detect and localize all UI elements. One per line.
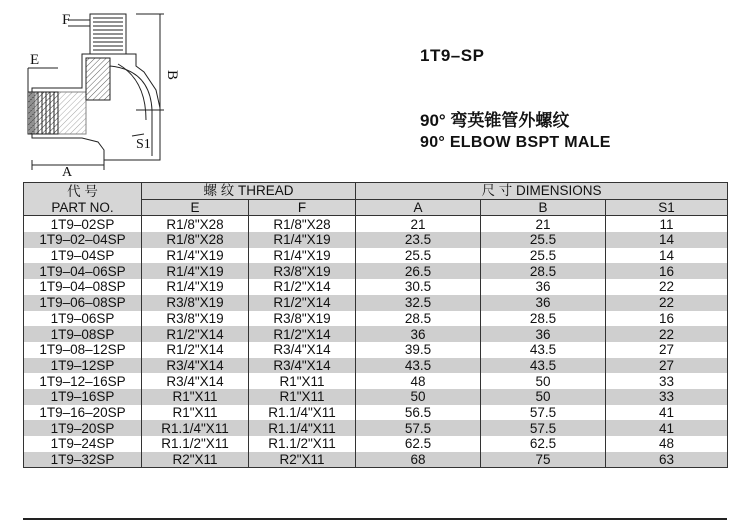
- cell-thread-e: R1"X11: [142, 389, 249, 405]
- cell-part-no: 1T9–02–04SP: [24, 232, 142, 248]
- cell-thread-e: R1/8"X28: [142, 216, 249, 232]
- cell-thread-e: R1.1/4"X11: [142, 420, 249, 436]
- label-a: A: [62, 165, 73, 176]
- table-row: [24, 358, 728, 374]
- table-row: [24, 279, 728, 295]
- cell-dim-a: 21: [356, 216, 481, 232]
- cell-thread-e: R1/4"X19: [142, 279, 249, 295]
- cell-dim-a: 32.5: [356, 295, 481, 311]
- cell-dim-a: 43.5: [356, 358, 481, 374]
- cell-thread-f: R1/2"X14: [249, 279, 356, 295]
- cell-dim-s1: 63: [606, 452, 728, 468]
- cell-part-no: 1T9–32SP: [24, 452, 142, 468]
- description-en: 90° ELBOW BSPT MALE: [420, 134, 611, 151]
- cell-dim-s1: 33: [606, 389, 728, 405]
- cell-thread-e: R1"X11: [142, 405, 249, 421]
- cell-dim-a: 30.5: [356, 279, 481, 295]
- thread-header: 螺 纹 THREAD: [142, 183, 356, 200]
- table-row: [24, 436, 728, 452]
- bottom-rule: [23, 518, 727, 520]
- cell-dim-s1: 41: [606, 420, 728, 436]
- cell-thread-f: R1/2"X14: [249, 326, 356, 342]
- cell-dim-b: 75: [481, 452, 606, 468]
- label-s1: S1: [136, 137, 151, 152]
- cell-thread-f: R1"X11: [249, 389, 356, 405]
- cell-part-no: 1T9–12SP: [24, 358, 142, 374]
- table-subheader-row: [24, 199, 728, 216]
- cell-thread-e: R3/8"X19: [142, 295, 249, 311]
- cell-part-no: 1T9–20SP: [24, 420, 142, 436]
- table-row: [24, 263, 728, 279]
- cell-dim-s1: 48: [606, 436, 728, 452]
- table-row: [24, 311, 728, 327]
- cell-thread-f: R1/8"X28: [249, 216, 356, 232]
- cell-dim-b: 43.5: [481, 358, 606, 374]
- cell-dim-b: 57.5: [481, 405, 606, 421]
- cell-part-no: 1T9–06–08SP: [24, 295, 142, 311]
- table-row: [24, 326, 728, 342]
- table-row: [24, 452, 728, 468]
- label-e: E: [30, 52, 40, 68]
- table-row: [24, 216, 728, 232]
- cell-dim-s1: 22: [606, 279, 728, 295]
- cell-thread-e: R1/2"X14: [142, 342, 249, 358]
- cell-thread-f: R1"X11: [249, 373, 356, 389]
- description-cn: 90° 弯英锥管外螺纹: [420, 111, 570, 130]
- cell-dim-a: 50: [356, 389, 481, 405]
- elbow-fitting-drawing: [0, 0, 200, 176]
- col-header-f: F: [249, 199, 356, 216]
- table-row: [24, 420, 728, 436]
- cell-part-no: 1T9–04–06SP: [24, 263, 142, 279]
- cell-dim-b: 21: [481, 216, 606, 232]
- cell-thread-f: R1/4"X19: [249, 232, 356, 248]
- table-row: [24, 373, 728, 389]
- col-header-b: B: [481, 199, 606, 216]
- col-header-e: E: [142, 199, 249, 216]
- cell-dim-a: 48: [356, 373, 481, 389]
- code-header-en: PART NO.: [24, 199, 142, 216]
- cell-part-no: 1T9–12–16SP: [24, 373, 142, 389]
- cell-thread-f: R2"X11: [249, 452, 356, 468]
- code-header-cn: 代 号: [24, 183, 142, 200]
- cell-part-no: 1T9–16SP: [24, 389, 142, 405]
- cell-part-no: 1T9–08–12SP: [24, 342, 142, 358]
- cell-dim-b: 28.5: [481, 311, 606, 327]
- cell-thread-e: R1/4"X19: [142, 263, 249, 279]
- cell-dim-b: 25.5: [481, 248, 606, 264]
- cell-dim-a: 25.5: [356, 248, 481, 264]
- cell-thread-f: R1.1/4"X11: [249, 420, 356, 436]
- label-f: F: [62, 12, 71, 28]
- cell-thread-f: R3/4"X14: [249, 342, 356, 358]
- col-header-s1: S1: [606, 199, 728, 216]
- cell-dim-s1: 14: [606, 248, 728, 264]
- cell-dim-a: 57.5: [356, 420, 481, 436]
- col-header-a: A: [356, 199, 481, 216]
- cell-dim-a: 39.5: [356, 342, 481, 358]
- table-row: [24, 342, 728, 358]
- cell-thread-e: R1/4"X19: [142, 248, 249, 264]
- cell-thread-e: R3/4"X14: [142, 373, 249, 389]
- cell-part-no: 1T9–04SP: [24, 248, 142, 264]
- cell-dim-b: 62.5: [481, 436, 606, 452]
- cell-dim-s1: 22: [606, 326, 728, 342]
- table-row: [24, 232, 728, 248]
- cell-dim-a: 68: [356, 452, 481, 468]
- cell-dim-a: 23.5: [356, 232, 481, 248]
- cell-part-no: 1T9–04–08SP: [24, 279, 142, 295]
- cell-dim-s1: 27: [606, 358, 728, 374]
- cell-dim-a: 26.5: [356, 263, 481, 279]
- table-row: [24, 405, 728, 421]
- cell-thread-f: R1.1/4"X11: [249, 405, 356, 421]
- cell-dim-b: 43.5: [481, 342, 606, 358]
- cell-thread-f: R3/8"X19: [249, 311, 356, 327]
- cell-dim-s1: 27: [606, 342, 728, 358]
- cell-dim-b: 36: [481, 295, 606, 311]
- cell-thread-e: R1.1/2"X11: [142, 436, 249, 452]
- cell-part-no: 1T9–24SP: [24, 436, 142, 452]
- cell-dim-b: 28.5: [481, 263, 606, 279]
- cell-part-no: 1T9–08SP: [24, 326, 142, 342]
- cell-dim-s1: 16: [606, 311, 728, 327]
- cell-dim-a: 36: [356, 326, 481, 342]
- cell-thread-e: R3/4"X14: [142, 358, 249, 374]
- cell-part-no: 1T9–06SP: [24, 311, 142, 327]
- cell-thread-f: R1/4"X19: [249, 248, 356, 264]
- cell-thread-f: R3/4"X14: [249, 358, 356, 374]
- table-row: [24, 295, 728, 311]
- cell-thread-e: R2"X11: [142, 452, 249, 468]
- cell-thread-e: R3/8"X19: [142, 311, 249, 327]
- cell-dim-s1: 14: [606, 232, 728, 248]
- cell-thread-f: R1.1/2"X11: [249, 436, 356, 452]
- cell-dim-b: 57.5: [481, 420, 606, 436]
- cell-thread-e: R1/8"X28: [142, 232, 249, 248]
- cell-part-no: 1T9–16–20SP: [24, 405, 142, 421]
- cell-dim-s1: 22: [606, 295, 728, 311]
- cell-dim-s1: 16: [606, 263, 728, 279]
- cell-dim-a: 28.5: [356, 311, 481, 327]
- cell-dim-a: 56.5: [356, 405, 481, 421]
- cell-dim-b: 50: [481, 373, 606, 389]
- table-row: [24, 389, 728, 405]
- cell-part-no: 1T9–02SP: [24, 216, 142, 232]
- label-b: B: [164, 70, 180, 81]
- table-header-row: [24, 183, 728, 200]
- dimensions-header: 尺 寸 DIMENSIONS: [356, 183, 728, 200]
- model-code: 1T9–SP: [420, 46, 485, 65]
- cell-dim-s1: 41: [606, 405, 728, 421]
- cell-thread-f: R1/2"X14: [249, 295, 356, 311]
- cell-dim-b: 50: [481, 389, 606, 405]
- cell-thread-e: R1/2"X14: [142, 326, 249, 342]
- cell-dim-b: 25.5: [481, 232, 606, 248]
- cell-dim-b: 36: [481, 326, 606, 342]
- cell-dim-a: 62.5: [356, 436, 481, 452]
- cell-dim-s1: 11: [606, 216, 728, 232]
- cell-dim-s1: 33: [606, 373, 728, 389]
- cell-dim-b: 36: [481, 279, 606, 295]
- table-row: [24, 248, 728, 264]
- cell-thread-f: R3/8"X19: [249, 263, 356, 279]
- spec-table: [23, 182, 728, 468]
